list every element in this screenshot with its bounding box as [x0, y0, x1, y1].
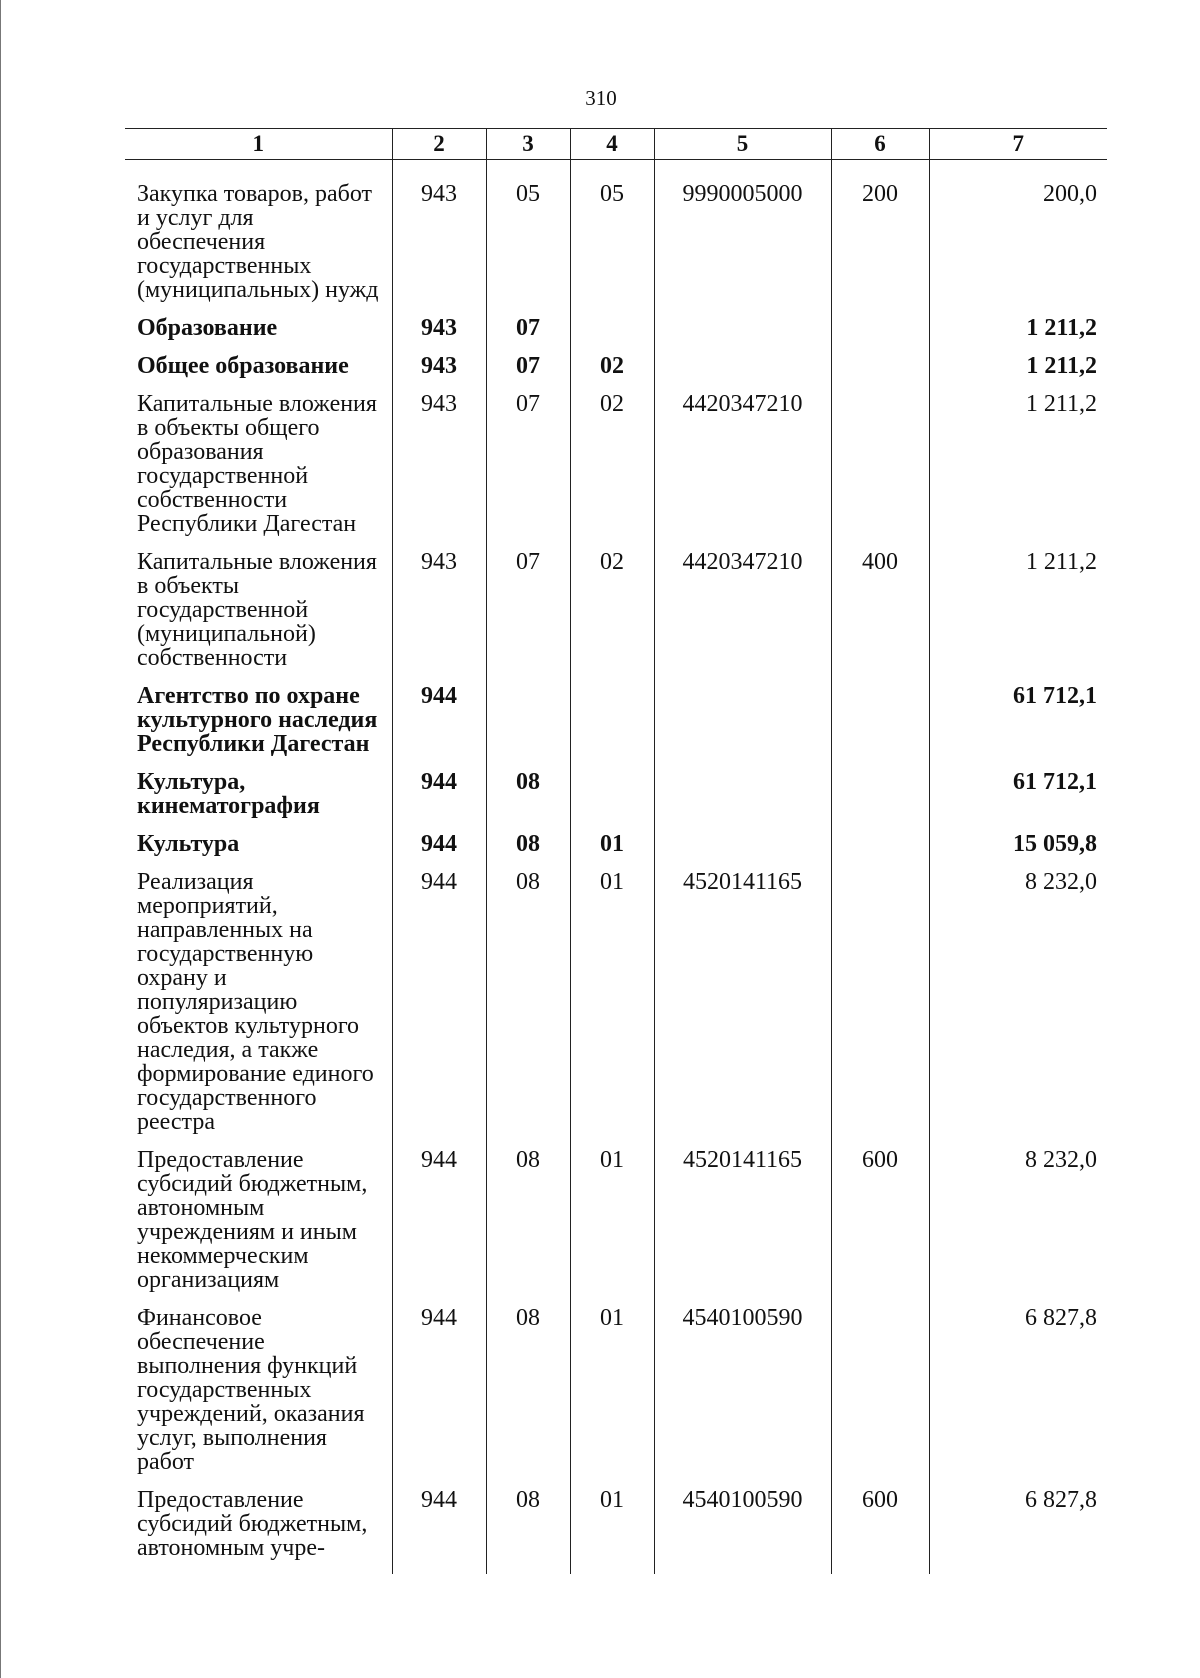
- target-article-cell: [654, 354, 831, 392]
- code-cell-text: 943: [421, 181, 457, 207]
- amount-cell: [929, 832, 1107, 870]
- subsection-cell-text: 01: [600, 831, 624, 857]
- expense-type-cell-text: 600: [862, 1487, 898, 1513]
- row-name-cell: [125, 1488, 392, 1574]
- table-row: [125, 354, 1107, 392]
- expense-type-cell: [831, 1488, 929, 1574]
- target-article-cell-text: 4540100590: [682, 1305, 803, 1331]
- target-article-cell: [654, 770, 831, 832]
- target-article-cell: [654, 1148, 831, 1306]
- amount-cell-text: 1 211,2: [1026, 315, 1097, 341]
- section-cell-text: 08: [516, 769, 540, 795]
- amount-cell: [929, 870, 1107, 1148]
- column-header: 3: [486, 129, 570, 160]
- table-body: [125, 160, 1107, 1575]
- row-name-cell: [125, 1148, 392, 1306]
- column-header: 4: [570, 129, 654, 160]
- target-article-cell-text: 4420347210: [682, 549, 803, 575]
- target-article-cell-text: 4540100590: [682, 1487, 803, 1513]
- section-cell-text: 08: [516, 1147, 540, 1173]
- expense-type-cell: [831, 1148, 929, 1306]
- row-name-cell: [125, 832, 392, 870]
- subsection-cell: [570, 550, 654, 684]
- amount-cell-text: 8 232,0: [1025, 869, 1097, 895]
- amount-cell: [929, 684, 1107, 770]
- table-row: [125, 182, 1107, 316]
- code-cell: [392, 684, 486, 770]
- amount-cell: [929, 550, 1107, 684]
- column-header: 2: [392, 129, 486, 160]
- section-cell: [486, 550, 570, 684]
- target-article-cell-text: 4520141165: [682, 869, 803, 895]
- subsection-cell: [570, 354, 654, 392]
- target-article-cell: [654, 182, 831, 316]
- table-row: [125, 832, 1107, 870]
- code-cell-text: 944: [421, 1305, 457, 1331]
- code-cell: [392, 870, 486, 1148]
- row-name-cell: [125, 870, 392, 1148]
- amount-cell: [929, 182, 1107, 316]
- code-cell: [392, 316, 486, 354]
- code-cell-text: 944: [421, 869, 457, 895]
- amount-cell-text: 1 211,2: [1025, 391, 1097, 417]
- subsection-cell: [570, 870, 654, 1148]
- section-cell-text: 07: [516, 315, 540, 341]
- amount-cell-text: 61 712,1: [1013, 683, 1097, 709]
- subsection-cell: [570, 316, 654, 354]
- table-row: [125, 316, 1107, 354]
- section-cell: [486, 684, 570, 770]
- row-name-cell: [125, 354, 392, 392]
- expense-type-cell-text: 400: [862, 549, 898, 575]
- expense-type-cell: [831, 770, 929, 832]
- section-cell-text: 07: [516, 353, 540, 379]
- code-cell-text: 944: [421, 831, 457, 857]
- table-row: [125, 1488, 1107, 1574]
- section-cell-text: 05: [516, 181, 540, 207]
- subsection-cell-text: 02: [600, 353, 624, 379]
- row-name-cell-text: Общее образование: [137, 353, 349, 379]
- code-cell-text: 943: [421, 353, 457, 379]
- amount-cell: [929, 1306, 1107, 1488]
- code-cell: [392, 832, 486, 870]
- expense-type-cell: [831, 832, 929, 870]
- section-cell: [486, 354, 570, 392]
- subsection-cell: [570, 1148, 654, 1306]
- code-cell-text: 943: [421, 391, 457, 417]
- expense-type-cell: [831, 392, 929, 550]
- row-name-cell-text: Финансовое обеспечение выполнения функций государственных учреждений, оказания услуг, выполнения работ: [137, 1305, 365, 1475]
- section-cell: [486, 182, 570, 316]
- amount-cell-text: 61 712,1: [1013, 769, 1097, 795]
- table-row: [125, 684, 1107, 770]
- row-name-cell: [125, 550, 392, 684]
- section-cell: [486, 1488, 570, 1574]
- subsection-cell: [570, 684, 654, 770]
- target-article-cell: [654, 316, 831, 354]
- subsection-cell-text: 01: [600, 1305, 624, 1331]
- row-name-cell-text: Капитальные вложения в объекты общего образования государственной собственности Республики Дагестан: [137, 391, 377, 537]
- code-cell-text: 944: [421, 1147, 457, 1173]
- row-name-cell-text: Реализация мероприятий, направленных на государственную охрану и популяризацию объектов культурного наследия, а также формирование единого государственного реестра: [137, 869, 374, 1135]
- code-cell: [392, 354, 486, 392]
- row-name-cell: [125, 684, 392, 770]
- amount-cell-text: 6 827,8: [1025, 1487, 1097, 1513]
- target-article-cell-text: 9990005000: [682, 181, 803, 207]
- budget-table: [125, 128, 1107, 1574]
- table-row: [125, 392, 1107, 550]
- subsection-cell-text: 01: [600, 1147, 624, 1173]
- expense-type-cell: [831, 316, 929, 354]
- target-article-cell: [654, 1306, 831, 1488]
- row-name-cell: [125, 1306, 392, 1488]
- amount-cell-text: 15 059,8: [1013, 831, 1097, 857]
- amount-cell-text: 200,0: [1043, 181, 1097, 207]
- column-header: 5: [654, 129, 831, 160]
- subsection-cell-text: 01: [600, 1487, 624, 1513]
- amount-cell-text: 6 827,8: [1025, 1305, 1097, 1331]
- section-cell-text: 07: [516, 391, 540, 417]
- amount-cell: [929, 392, 1107, 550]
- target-article-cell: [654, 392, 831, 550]
- subsection-cell: [570, 1306, 654, 1488]
- section-cell: [486, 392, 570, 550]
- code-cell-text: 944: [421, 1487, 457, 1513]
- amount-cell-text: 1 211,2: [1026, 353, 1097, 379]
- code-cell-text: 943: [421, 315, 457, 341]
- subsection-cell: [570, 1488, 654, 1574]
- row-name-cell-text: Культура, кинематография: [137, 769, 320, 819]
- section-cell: [486, 1148, 570, 1306]
- row-name-cell-text: Предоставление субсидий бюджетным, автономным учреждениям и иным некоммерческим организациям: [137, 1147, 368, 1293]
- target-article-cell: [654, 870, 831, 1148]
- section-cell-text: 08: [516, 1487, 540, 1513]
- code-cell-text: 944: [421, 769, 457, 795]
- amount-cell-text: 1 211,2: [1025, 549, 1097, 575]
- expense-type-cell: [831, 870, 929, 1148]
- row-name-cell-text: Капитальные вложения в объекты государственной (муниципальной) собственности: [137, 549, 377, 671]
- section-cell: [486, 316, 570, 354]
- page-number: 310: [585, 86, 617, 110]
- subsection-cell: [570, 392, 654, 550]
- target-article-cell: [654, 832, 831, 870]
- row-name-cell: [125, 316, 392, 354]
- table-row: [125, 1306, 1107, 1488]
- target-article-cell-text: 4420347210: [682, 391, 803, 417]
- section-cell-text: 07: [516, 549, 540, 575]
- table-row: [125, 1148, 1107, 1306]
- amount-cell: [929, 354, 1107, 392]
- table-row: [125, 550, 1107, 684]
- subsection-cell: [570, 182, 654, 316]
- subsection-cell: [570, 770, 654, 832]
- code-cell: [392, 1306, 486, 1488]
- code-cell: [392, 182, 486, 316]
- column-header: 7: [929, 129, 1107, 160]
- table-spacer: [125, 160, 1107, 183]
- subsection-cell-text: 02: [600, 391, 624, 417]
- target-article-cell: [654, 1488, 831, 1574]
- section-cell: [486, 1306, 570, 1488]
- row-name-cell-text: Предоставление субсидий бюджетным, автономным учре-: [137, 1487, 368, 1561]
- subsection-cell-text: 05: [600, 181, 624, 207]
- code-cell-text: 944: [421, 683, 457, 709]
- code-cell: [392, 1148, 486, 1306]
- amount-cell: [929, 1488, 1107, 1574]
- table-header-row: [125, 129, 1107, 160]
- table-row: [125, 770, 1107, 832]
- subsection-cell: [570, 832, 654, 870]
- expense-type-cell: [831, 354, 929, 392]
- expense-type-cell: [831, 1306, 929, 1488]
- expense-type-cell: [831, 182, 929, 316]
- row-name-cell: [125, 392, 392, 550]
- row-name-cell-text: Культура: [137, 831, 240, 857]
- column-header: 6: [831, 129, 929, 160]
- amount-cell: [929, 316, 1107, 354]
- amount-cell: [929, 1148, 1107, 1306]
- section-cell-text: 08: [516, 831, 540, 857]
- expense-type-cell: [831, 684, 929, 770]
- row-name-cell: [125, 770, 392, 832]
- code-cell-text: 943: [421, 549, 457, 575]
- amount-cell: [929, 770, 1107, 832]
- code-cell: [392, 770, 486, 832]
- row-name-cell-text: Агентство по охране культурного наследия Республики Дагестан: [137, 683, 378, 757]
- expense-type-cell-text: 200: [862, 181, 898, 207]
- expense-type-cell-text: 600: [862, 1147, 898, 1173]
- section-cell-text: 08: [516, 869, 540, 895]
- section-cell: [486, 770, 570, 832]
- section-cell: [486, 870, 570, 1148]
- subsection-cell-text: 02: [600, 549, 624, 575]
- target-article-cell-text: 4520141165: [682, 1147, 803, 1173]
- target-article-cell: [654, 684, 831, 770]
- row-name-cell-text: Образование: [137, 315, 278, 341]
- column-header: 1: [125, 129, 392, 160]
- expense-type-cell: [831, 550, 929, 684]
- code-cell: [392, 550, 486, 684]
- section-cell: [486, 832, 570, 870]
- row-name-cell-text: Закупка товаров, работ и услуг для обеспечения государственных (муниципальных) нужд: [137, 181, 379, 303]
- table-row: [125, 870, 1107, 1148]
- amount-cell-text: 8 232,0: [1025, 1147, 1097, 1173]
- row-name-cell: [125, 182, 392, 316]
- code-cell: [392, 1488, 486, 1574]
- subsection-cell-text: 01: [600, 869, 624, 895]
- section-cell-text: 08: [516, 1305, 540, 1331]
- code-cell: [392, 392, 486, 550]
- target-article-cell: [654, 550, 831, 684]
